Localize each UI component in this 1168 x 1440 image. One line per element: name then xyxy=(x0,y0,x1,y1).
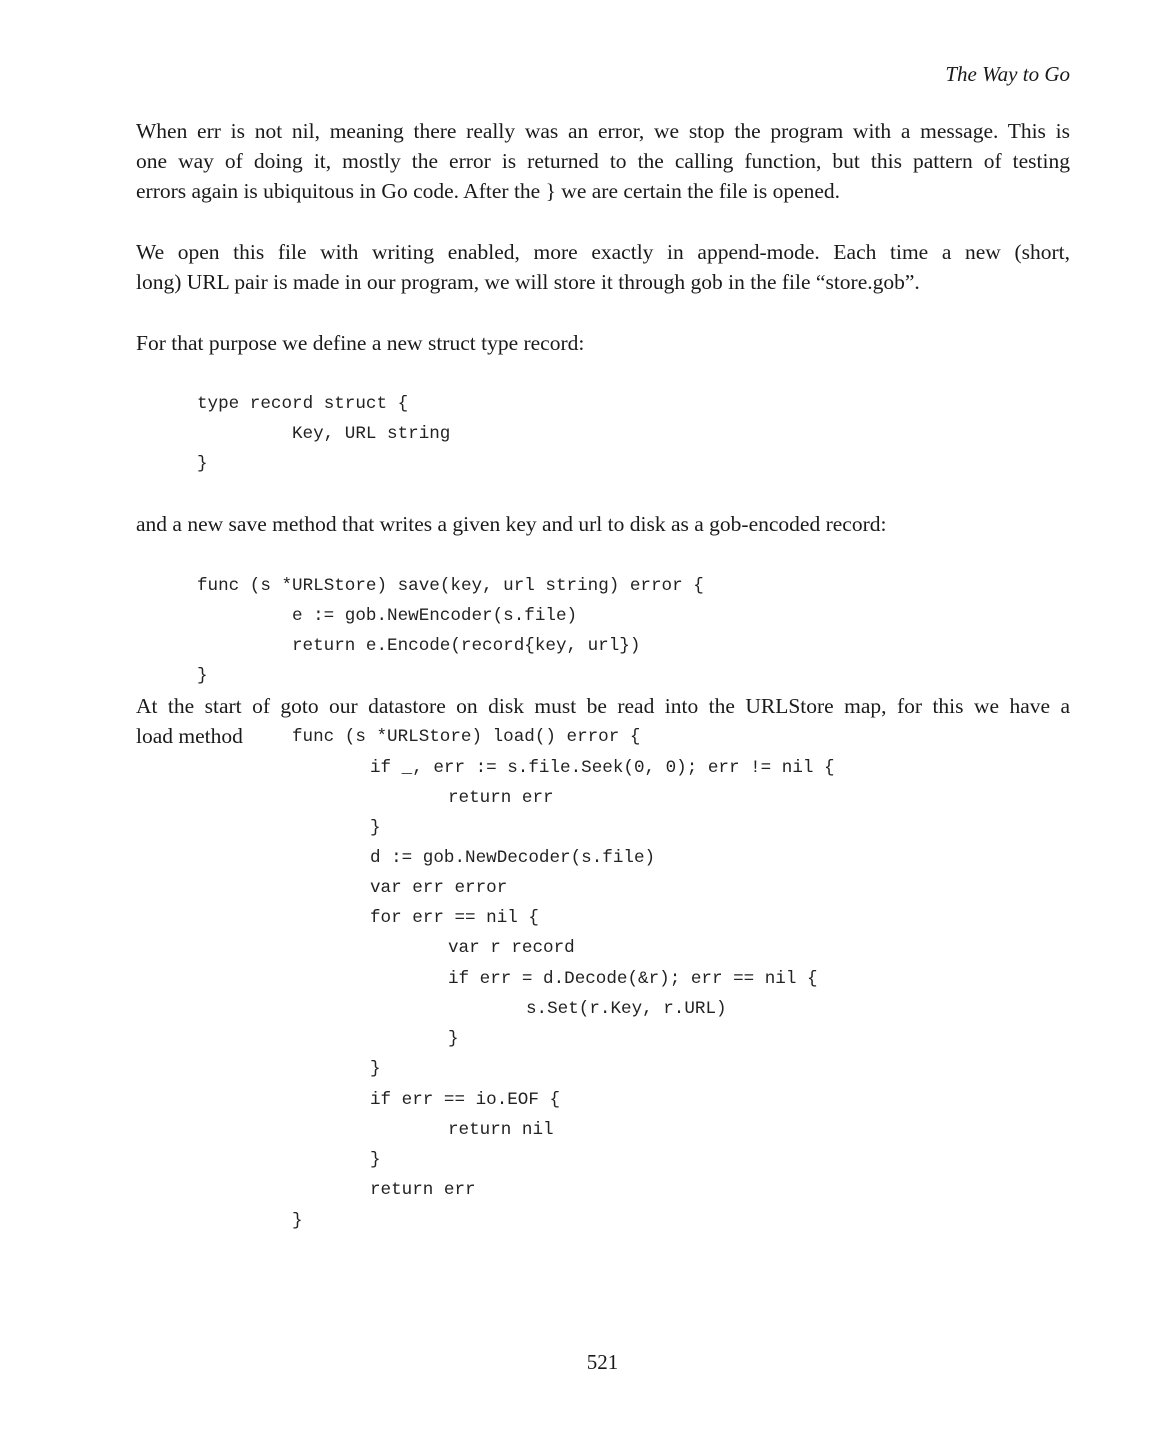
code-line: d := gob.NewDecoder(s.file) xyxy=(370,848,656,868)
paragraph-line: We open this file with writing enabled, more exactly in append-mode. Each time a new (short, xyxy=(136,240,1070,264)
code-line: return e.Encode(record{key, url}) xyxy=(292,636,641,656)
code-line: if _, err := s.file.Seek(0, 0); err != nil { xyxy=(370,758,835,778)
code-line: } xyxy=(448,1029,459,1049)
code-line: return err xyxy=(448,788,554,808)
code-line: if err = d.Decode(&r); err == nil { xyxy=(448,969,818,989)
code-line: e := gob.NewEncoder(s.file) xyxy=(292,606,578,626)
code-line: } xyxy=(197,666,208,686)
page-number: 521 xyxy=(586,1350,619,1374)
paragraph-line: When err is not nil, meaning there really was an error, we stop the program with a message. This is xyxy=(136,119,1070,143)
code-line: func (s *URLStore) save(key, url string) error { xyxy=(197,576,704,596)
code-line: for err == nil { xyxy=(370,908,539,928)
paragraph-line: load method xyxy=(136,724,243,748)
paragraph-line: errors again is ubiquitous in Go code. After the } we are certain the file is opened. xyxy=(136,179,841,203)
code-line: } xyxy=(370,1059,381,1079)
code-line: Key, URL string xyxy=(292,424,451,444)
running-header: The Way to Go xyxy=(945,62,1070,86)
code-line: return nil xyxy=(448,1120,554,1140)
code-line: } xyxy=(370,818,381,838)
code-line: s.Set(r.Key, r.URL) xyxy=(526,999,727,1019)
paragraph: For that purpose we define a new struct type record: xyxy=(136,331,585,355)
paragraph: and a new save method that writes a given key and url to disk as a gob-encoded record: xyxy=(136,512,887,536)
code-line: var err error xyxy=(370,878,508,898)
paragraph-line: one way of doing it, mostly the error is returned to the calling function, but this pattern of testing xyxy=(136,149,1070,173)
paragraph-line: At the start of goto our datastore on disk must be read into the URLStore map, for this we have a xyxy=(136,694,1070,718)
code-line: func (s *URLStore) load() error { xyxy=(292,727,641,747)
code-line: type record struct { xyxy=(197,394,409,414)
code-line: return err xyxy=(370,1180,476,1200)
code-line: var r record xyxy=(448,938,575,958)
code-line: if err == io.EOF { xyxy=(370,1090,561,1110)
code-line: } xyxy=(197,454,208,474)
paragraph-line: long) URL pair is made in our program, we will store it through gob in the file “store.gob”. xyxy=(136,270,920,294)
code-line: } xyxy=(292,1211,303,1231)
code-line: } xyxy=(370,1150,381,1170)
